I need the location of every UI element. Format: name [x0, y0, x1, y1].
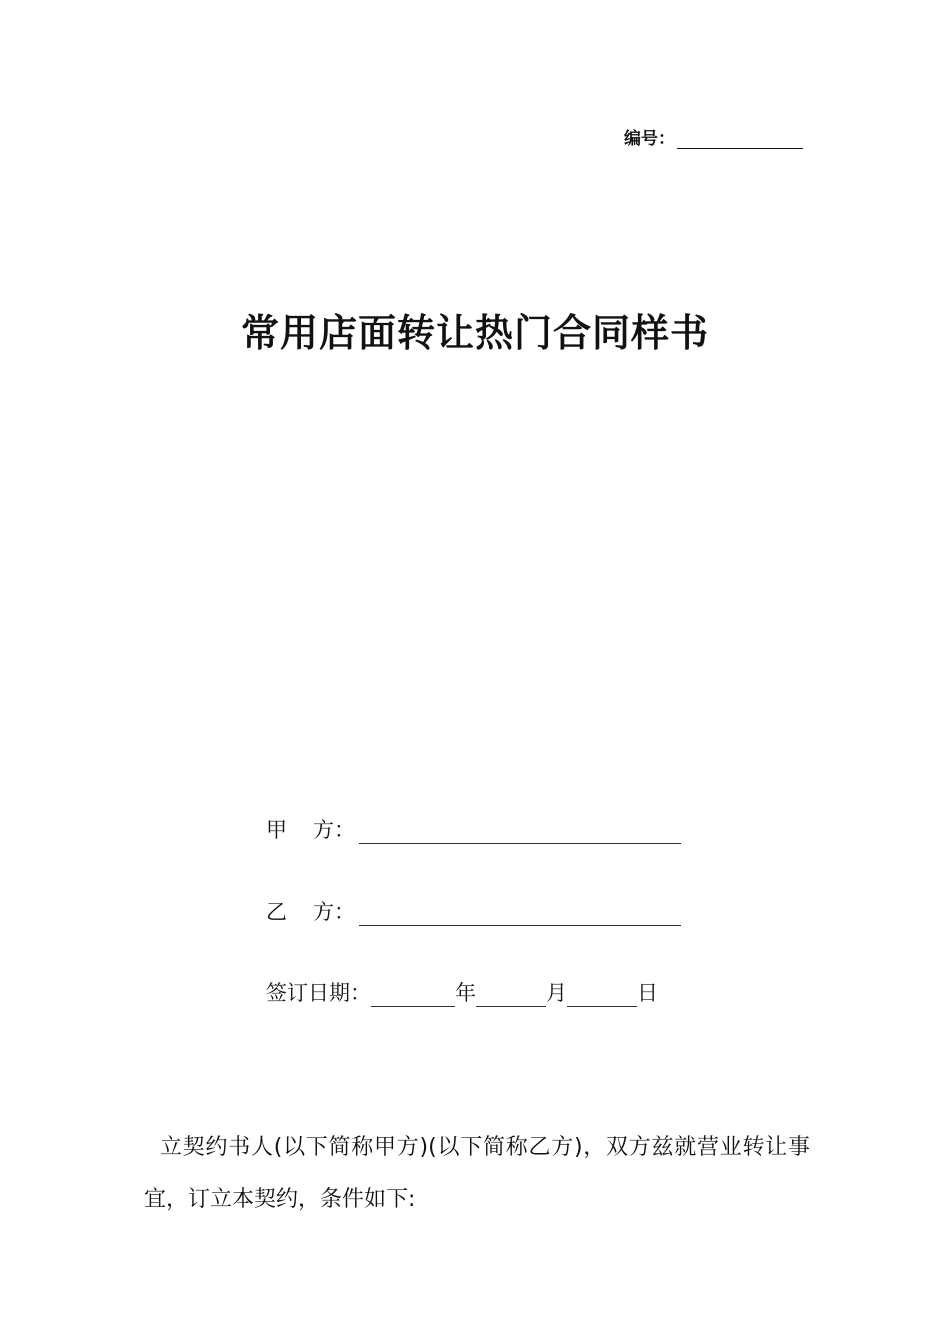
- party-a-char1: 甲: [266, 818, 287, 842]
- day-label: 日: [637, 981, 658, 1005]
- month-blank[interactable]: [476, 984, 546, 1007]
- month-label: 月: [546, 981, 567, 1005]
- year-label: 年: [455, 981, 476, 1005]
- party-b-blank[interactable]: [359, 903, 681, 926]
- party-b-char1: 乙: [266, 900, 287, 924]
- party-a-line: [266, 814, 681, 844]
- day-blank[interactable]: [567, 984, 637, 1007]
- party-b-line: [266, 896, 681, 926]
- contract-intro-paragraph: 立契约书人(以下简称甲方)(以下简称乙方)，双方兹就营业转让事宜，订立本契约，条件如下:: [144, 1135, 810, 1212]
- year-blank[interactable]: [371, 984, 455, 1007]
- party-b-char2: 方：: [313, 900, 355, 924]
- sign-date-line: [266, 977, 658, 1007]
- serial-label: 编号：: [624, 129, 675, 149]
- party-a-char2: 方：: [313, 818, 355, 842]
- party-a-blank[interactable]: [359, 821, 681, 844]
- page-title: 常用店面转让热门合同样书: [240, 310, 709, 355]
- sign-date-label: 签订日期：: [266, 981, 371, 1005]
- serial-blank[interactable]: [677, 128, 803, 149]
- serial-number: [624, 124, 803, 149]
